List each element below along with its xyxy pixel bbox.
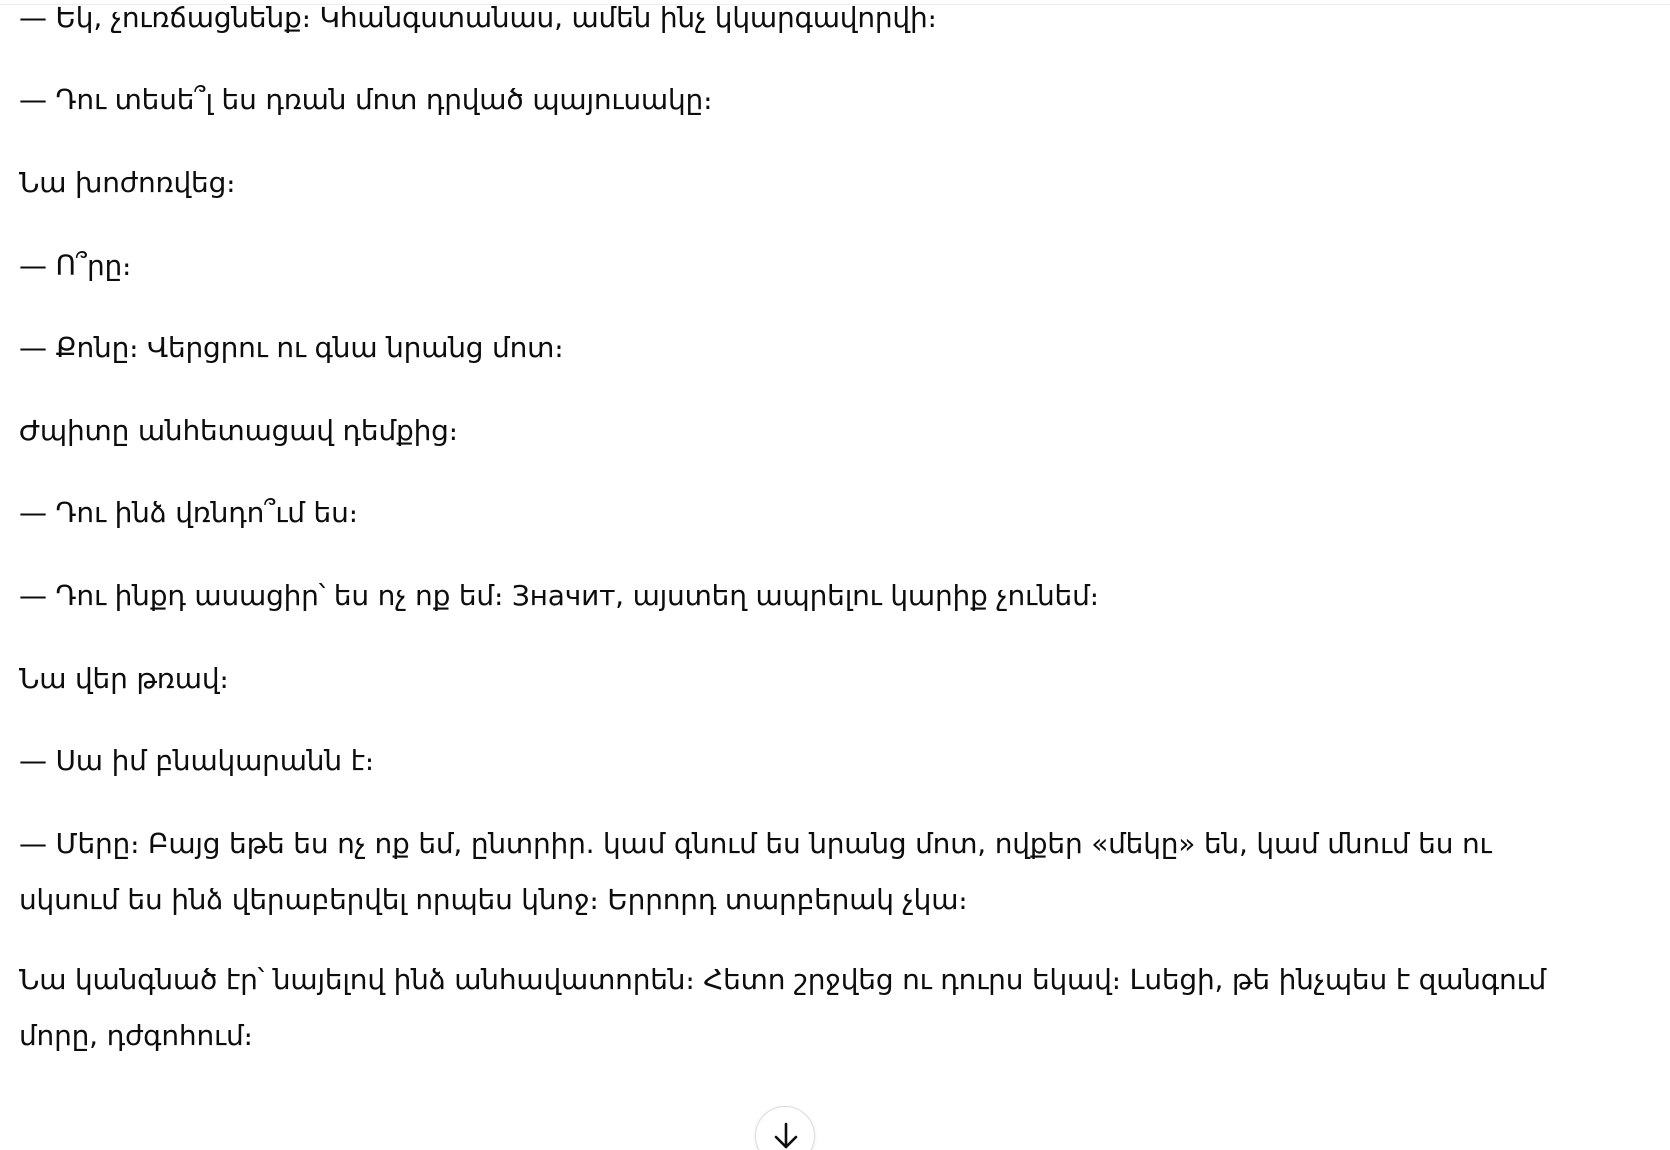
message-paragraph: Նա վեր թռավ։ bbox=[19, 662, 229, 695]
message-paragraph: — Դու ինքդ ասացիր՝ ես ոչ ոք եմ։ Значит, այստեղ ապրելու կարիք չունեմ։ bbox=[19, 579, 1099, 612]
message-paragraph: Ժպիտը անհետացավ դեմքից։ bbox=[19, 414, 458, 447]
message-paragraph: Նա խոժոռվեց։ bbox=[19, 166, 236, 199]
arrow-down-icon bbox=[773, 1121, 799, 1150]
message-paragraph: Նա կանգնած էր՝ նայելով ինձ անհավատորեն։ Հետո շրջվեց ու դուրս եկավ։ Լսեցի, թե ինչպես է զանգում մորը, դժգոհում։ bbox=[19, 963, 1547, 1052]
message-paragraph: — Մերը։ Բայց եթե ես ոչ ոք եմ, ընտրիր. կամ գնում ես նրանց մոտ, ովքեր «մեկը» են, կամ մնում ես ու սկսում ես ինձ վերաբերվել որպես կնոջ։ Երրորդ տարբերակ չկա։ bbox=[19, 827, 1492, 916]
message-paragraph: — Ո՞րը։ bbox=[19, 249, 132, 282]
message-paragraph: — Քոնը։ Վերցրու ու գնա նրանց մոտ։ bbox=[19, 331, 564, 364]
message-paragraph: — Եկ, չուռճացնենք։ Կհանգստանաս, ամեն ինչ կկարգավորվի։ bbox=[19, 1, 937, 34]
message-paragraph: — Դու տեսե՞լ ես դռան մոտ դրված պայուսակը։ bbox=[19, 83, 713, 116]
message-paragraph: — Սա իմ բնակարանն է։ bbox=[19, 744, 375, 777]
message-paragraph: — Դու ինձ վռնդո՞ւմ ես։ bbox=[19, 496, 358, 529]
scroll-to-bottom-button[interactable] bbox=[755, 1106, 815, 1150]
